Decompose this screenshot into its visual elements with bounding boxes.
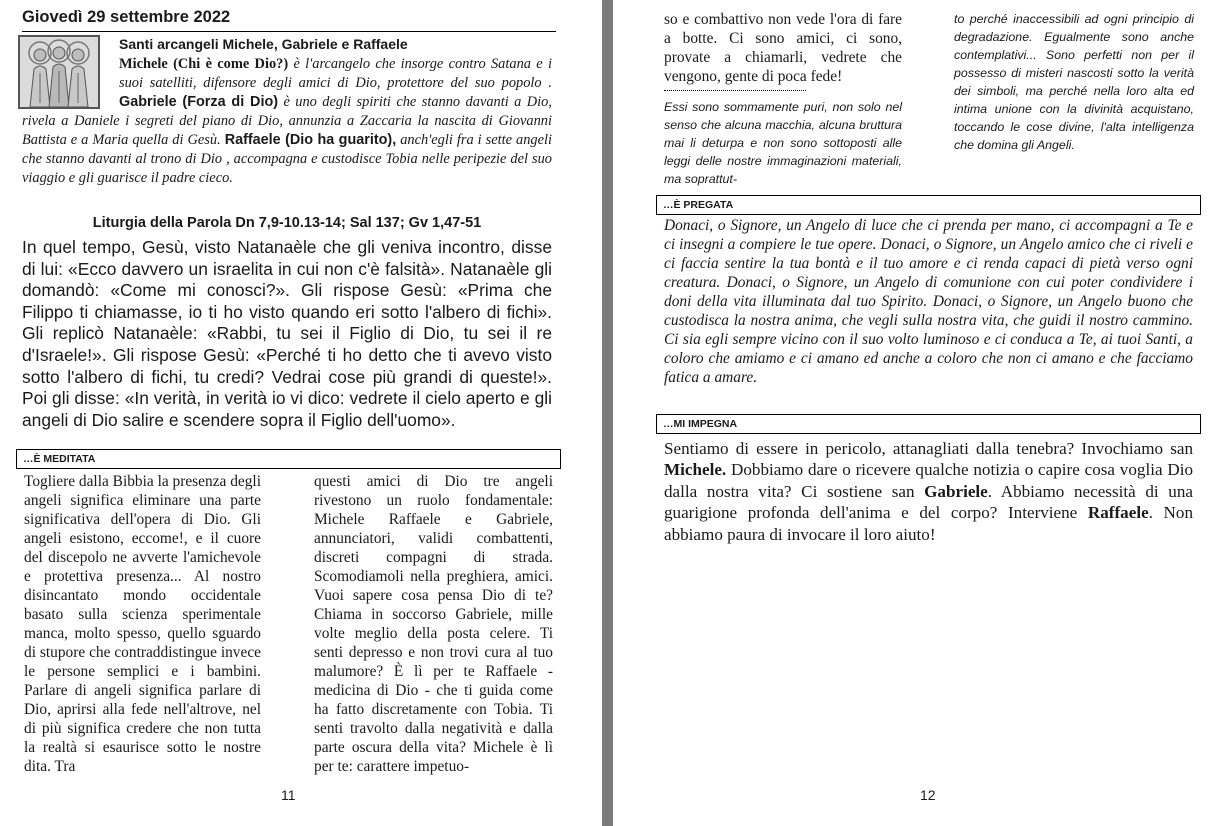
gospel-text: In quel tempo, Gesù, visto Natanaèle che gli veniva incontro, disse di lui: «Ecco davvero un israelita in cui non c'è falsità». Natanaèle gli domandò: «Come mi conosci?». Gli rispose Gesù: «Prima che Filippo ti chiamasse, io ti ho visto quando eri sotto l'albero di fichi». Gli replicò Natanaèle: «Rabbi, tu sei il Figlio di Dio, tu sei il re d'Israele!». Gli rispose Gesù: «Perché ti ho detto che ti avevo visto sotto l'albero di fichi, tu credi? Vedrai cose più grandi di queste!». Poi gli disse: «In verità, in verità io vi dico: vedrete il cielo aperto e gli angeli di Dio salire e scendere sopra il Figlio dell'uomo». — [22, 237, 552, 430]
liturgy-title: Liturgia della Parola Dn 7,9-10.13-14; Sal 137; Gv 1,47-51 — [92, 215, 482, 231]
right-column-2-italic: to perché inaccessibili ad ogni principio di degradazione. Egualmente sono anche contemplativi... Sono perfetti non per il possesso di misteri nascosti sotto la verità dei simboli, ma perché nella loro alta ed intima unione con la divinità acquistano, toccando le cose divine, l'alta intelligenza che domina gli Angeli. — [954, 12, 1194, 152]
saint-description — [22, 55, 552, 188]
section-pregata-header: …È PREGATA — [656, 195, 1201, 215]
saint-title: Santi arcangeli Michele, Gabriele e Raffaele — [119, 36, 408, 52]
impegna-part-b: Dobbiamo dare o ricevere qualche notizia o capire cosa voglia Dio dalla nostra vita? Ci sostiene san — [664, 460, 1193, 501]
impegna-part-d: . Non abbiamo paura di invocare il loro aiuto! — [664, 503, 1193, 544]
impegna-raffaele: Raffaele — [1087, 503, 1149, 523]
pregata-text: Donaci, o Signore, un Angelo di luce che ci prenda per mano, ci accompagni a Te e ci insegni a compiere le tue opere. Donaci, o Signore, un Angelo amico che ci riveli e ci faccia sentire la tua bontà e il tuo amore e ci renda capaci di pietà verso ogni creatura. Donaci, o Signore, un Angelo di comunione con cui poter condividere i doni della vita illuminata dal tuo Spirito. Donaci, o Signore, un Angelo buono che custodisca la nostra anima, che vegli sulla nostra vita, che guidi il nostro cammino. Ci sia egli sempre vicino con il suo volto luminoso e ci conduca a Te, ai tuoi Santi, a coloro che amiamo e ci amano ed anche a coloro che non ci amano e che facciamo fatica a amare. — [664, 217, 1193, 386]
gabriele-name: Gabriele (Forza di Dio) — [119, 94, 279, 110]
michele-name: Michele (Chi è come Dio?) — [119, 56, 289, 72]
dotted-separator — [664, 90, 806, 91]
medita-column-2: questi amici di Dio tre angeli rivestono un ruolo fondamentale: Michele Raffaele e Gabriele, annunciatori, validi combattenti, discreti compagni di strada. Scomodiamoli nella preghiera, amici. Vuoi sapere cosa pensa Dio di te? Chiama in soccorso Gabriele, mille volte meglio della posta celere. Ti senti depresso e non trovi cura al tuo malumore? È lì per te Raffaele - medicina di Dio - che ti guida come ha fatto discretamente con Tobia. Ti senti travolto dalla negatività e dalla parte oscura della vita? Michele è lì per te: carattere impetuo- — [314, 473, 553, 775]
impegna-michele: Michele. — [664, 460, 727, 480]
impegna-gabriele: Gabriele — [924, 481, 988, 501]
impegna-part-c: . Abbiamo necessità di una guarigione profonda dell'anima e del corpo? Interviene — [664, 481, 1193, 523]
raffaele-name: Raffaele (Dio ha guarito), — [224, 132, 397, 148]
michele-text: è l'arcangelo che insorge contro Satana e i suoi satelliti, difensore degli amici di Dio, protettore del suo popolo . — [119, 56, 552, 91]
left-page — [0, 0, 602, 826]
impegna-text — [664, 438, 1193, 545]
right-column-1-top: so e combattivo non vede l'ora di fare a botte. Ci sono amici, ci sono, provate a chiamarli, vedrete che vengono, gente di poca fede! — [664, 11, 902, 85]
page-number-right: 12 — [920, 787, 936, 803]
impegna-part-a: Sentiamo di essere in pericolo, attanagliati dalla tenebra? Invochiamo san — [664, 439, 1193, 458]
date-divider — [22, 31, 556, 32]
raffaele-text: anch'egli fra i sette angeli che stanno davanti al trono di Dio , accompagna e custodisce Tobia nelle peripezie del suo viaggio e gli guarisce il padre cieco. — [22, 132, 552, 186]
right-column-1-italic: Essi sono sommamente puri, non solo nel senso che alcuna macchia, alcuna bruttura mai li deturpa e non sono sottoposti alle leggi delle nostre immaginazioni materiali, ma soprattut- — [664, 100, 902, 186]
medita-column-1: Togliere dalla Bibbia la presenza degli angeli significa eliminare una parte significativa dell'opera di Dio. Gli angeli esistono, eccome!, e il cuore del discepolo ne avverte l'amichevole e protettiva presenza... Al nostro disincantato mondo occidentale basato sulla scienza sperimentale manca, molto spesso, quello sguardo di stupore che contraddistingue invece le persone semplici e i bambini. Parlare di angeli significa parlare di Dio, aprirsi alla fede nell'altrove, nel di più significa credere che non tutta la realtà si esaurisce sotto le nostre dita. Tra — [24, 473, 261, 775]
date-heading: Giovedì 29 settembre 2022 — [22, 8, 231, 26]
section-medita-header: …È MEDITATA — [16, 449, 561, 469]
page-number-left: 11 — [281, 787, 296, 803]
gabriele-text: è uno degli spiriti che stanno davanti a Dio, rivela a Daniele i segreti del piano di Dio, annunzia a Zaccaria la nascita di Giovanni Battista e a Maria quella di Gesù. — [22, 94, 552, 148]
section-impegna-header: …MI IMPEGNA — [656, 414, 1201, 434]
